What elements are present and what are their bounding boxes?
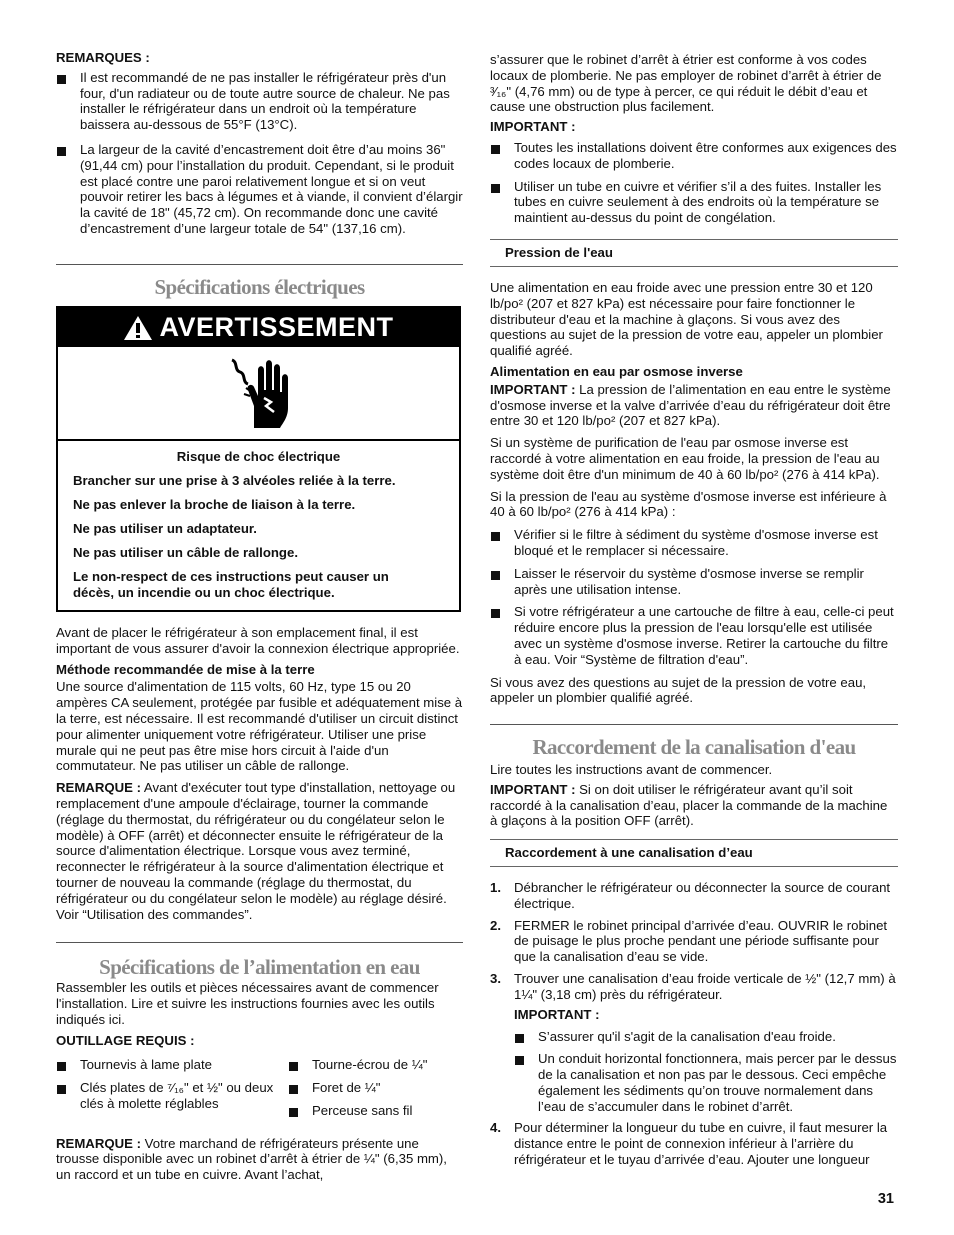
tools-list bbox=[56, 1057, 463, 1125]
bullet-square-icon bbox=[57, 75, 66, 84]
warning-header bbox=[58, 308, 459, 347]
bullet-square-icon bbox=[57, 147, 66, 156]
list-item: Tourne-écrou de ¼" bbox=[288, 1057, 463, 1073]
water-text: Rassembler les outils et pièces nécessaires avant de commencer l'installation. Lire et suivre les instructions fournies avec les outils indiqués ici. bbox=[56, 980, 439, 1027]
list-item: Il est recommandé de ne pas installer le réfrigérateur près d'un four, d'un radiateur ou de toute autre source de chaleur. Ne pas installer le réfrigérateur dans un endroit où la température baissera au-dessous de 55°F (13°C). bbox=[56, 70, 463, 133]
list-item: 2. FERMER le robinet principal d’arrivée d’eau. OUVRIR le robinet de puisage le plus proche pendant une période suffisante pour que la canalisation d’eau se vide. bbox=[490, 917, 888, 965]
bullet-square-icon bbox=[57, 1062, 66, 1071]
steps-list bbox=[490, 880, 898, 1168]
step3-important: IMPORTANT : bbox=[514, 1006, 600, 1022]
heading-elec: Spécifications électriques bbox=[154, 275, 365, 299]
pression-header bbox=[490, 239, 898, 267]
method-text: Une source d'alimentation de 115 volts, 60 Hz, type 15 ou 20 ampères CA seulement, protégée par fusible et adéquatement mise à la terre, est nécessaire. Il est recommandé d'utiliser un circuit distinct pour alimenter uniquement votre réfrigérateur. Utiliser une prise murale qui ne peut pas être mise hors circuit à l'aide d'un commutateur. Ne pas utiliser un câble de rallonge. bbox=[56, 679, 463, 774]
list-item: Utiliser un tube en cuivre et vérifier s’il a des fuites. Installer les tubes en cuivre seulement à des endroits où la température se maintient au-dessus du point de congélation. bbox=[490, 179, 898, 226]
racc-text: Lire toutes les instructions avant de commencer. bbox=[490, 762, 773, 777]
osmose-list bbox=[490, 527, 898, 667]
warning-line: Brancher sur une prise à 3 alvéoles reliée à la terre. bbox=[73, 473, 396, 489]
important-list bbox=[490, 140, 898, 226]
important-title: IMPORTANT : bbox=[490, 119, 576, 135]
page-number: 31 bbox=[877, 1191, 894, 1207]
warning-consequence: Le non-respect de ces instructions peut causer un décès, un incendie ou un choc électrique. bbox=[73, 569, 389, 601]
before-text: Avant de placer le réfrigérateur à son emplacement final, il est important de vous assurer d'avoir la connexion électrique appropriée. bbox=[56, 625, 460, 656]
osmose-end: Si vous avez des questions au sujet de la pression de votre eau, appeler un plombier qualifié agréé. bbox=[490, 674, 867, 706]
section-divider bbox=[56, 264, 463, 265]
warning-line: Ne pas utiliser un câble de rallonge. bbox=[73, 545, 298, 561]
racc-box-header bbox=[490, 839, 898, 867]
osmose-title: Alimentation en eau par osmose inverse bbox=[490, 363, 743, 379]
remarques-title: REMARQUES : bbox=[56, 50, 150, 65]
racc-important: IMPORTANT : Si on doit utiliser le réfrigérateur avant qu’il soit raccordé à la canalisation d’eau, placer la commande de la machine à glaçons à la position OFF (arrêt). bbox=[490, 781, 888, 829]
list-item: 3. Trouver une canalisation d’eau froide verticale de ½" (12,7 mm) à 1¼" (3,18 cm) près du réfrigérateur. IMPORTANT : S’assurer qu'il s'agit de la canalisation d'eau froide. Un conduit horizontal fonctionnera, mais percer par le dessus de la canalisation et non pas par le dessous. Ceci empêche également les sédiments qu’on trouve normalement dans l’eau de s’accumuler dans le robinet d’arrêt. bbox=[490, 970, 897, 1114]
bullet-square-icon bbox=[289, 1085, 298, 1094]
bullet-square-icon bbox=[289, 1108, 298, 1117]
list-item: Foret de ¼" bbox=[288, 1080, 463, 1096]
list-item: La largeur de la cavité d’encastrement doit être d’au moins 36" (91,44 cm) pour l’installation du produit. Cependant, si le produit est placé contre une paroi relativement longue et si on veut pouvoir retirer les bacs à légumes et à viande, il convient d’élargir la cavité de 18" (45,72 cm). On recommande donc une cavité d’encastrement d’une largeur totale de 54" (137,16 cm). bbox=[56, 142, 463, 237]
heading-water: Spécifications de l’alimentation en eau bbox=[99, 955, 420, 979]
warning-line: Ne pas utiliser un adaptateur. bbox=[73, 521, 257, 537]
left-column bbox=[56, 50, 463, 244]
bullet-square-icon bbox=[491, 184, 500, 193]
bullet-square-icon bbox=[515, 1034, 524, 1043]
osmose-important: IMPORTANT : La pression de l’alimentation en eau entre le système d'osmose inverse et la valve d’arrivée d’eau du réfrigérateur doit être entre 30 et 120 lb/po² (207 et 827 kPa). bbox=[490, 381, 891, 429]
warning-icon-area bbox=[58, 347, 459, 441]
warning-box bbox=[56, 306, 461, 612]
remarque2-paragraph: REMARQUE : Votre marchand de réfrigérateurs présente une trousse disponible avec un robinet d’arrêt à étrier de ¼" (6,35 mm), un raccord et un tube en cuivre. Avant l’achat, bbox=[56, 1135, 447, 1183]
heading-raccordement: Raccordement de la canalisation d'eau bbox=[532, 735, 856, 759]
list-item: Tournevis à lame plate bbox=[56, 1057, 288, 1073]
pression-title: Pression de l'eau bbox=[505, 245, 613, 260]
electric-shock-hand-icon bbox=[224, 354, 294, 432]
list-item: Laisser le réservoir du système d'osmose inverse se remplir après une utilisation intense. bbox=[490, 566, 898, 598]
list-item: Si votre réfrigérateur a une cartouche de filtre à eau, celle-ci peut réduire encore plus la pression de l'eau lorsqu'elle est utilisée avec un système d'osmose inverse. Retirer la cartouche du filtre à eau. Voir “Système de filtration d'eau”. bbox=[490, 604, 898, 667]
section-divider bbox=[490, 724, 898, 725]
step3-list bbox=[514, 1029, 898, 1114]
osmose-p3: Si la pression de l'eau au système d'osmose inverse est inférieure à 40 à 60 lb/po² (276 à 414 kPa) : bbox=[490, 488, 887, 520]
right-column bbox=[490, 52, 898, 233]
bullet-square-icon bbox=[289, 1062, 298, 1071]
right-column-steps bbox=[490, 880, 898, 1174]
warning-risk: Risque de choc électrique bbox=[176, 449, 341, 464]
pression-text: Une alimentation en eau froide avec une pression entre 30 et 120 lb/po² (207 et 827 kPa) est nécessaire pour faire fonctionner le distributeur d'eau et la machine à glaçons. Si vous avez des questions au sujet de la pression de votre eau, appeler un plombier qualifié agréé. bbox=[490, 280, 883, 359]
list-item: Clés plates de ⁷⁄₁₆" et ½" ou deux clés à molette réglables bbox=[56, 1080, 288, 1112]
left-column-bottom bbox=[56, 980, 463, 1189]
bullet-square-icon bbox=[515, 1056, 524, 1065]
list-item: 4. Pour déterminer la longueur du tube en cuivre, il faut mesurer la distance entre le point de connexion inférieur à l’arrière du réfrigérateur et le tuyau d’arrivée d’eau. Ajouter une longueur bbox=[490, 1120, 888, 1167]
list-item: 1. Débrancher le réfrigérateur ou déconnecter la source de courant électrique. bbox=[490, 880, 891, 911]
section-divider bbox=[56, 942, 463, 943]
list-item: Perceuse sans fil bbox=[288, 1103, 463, 1119]
bullet-square-icon bbox=[491, 145, 500, 154]
list-item: Vérifier si le filtre à sédiment du système d'osmose inverse est bloqué et le remplacer si nécessaire. bbox=[490, 527, 898, 559]
bullet-square-icon bbox=[57, 1085, 66, 1094]
method-title: Méthode recommandée de mise à la terre bbox=[56, 661, 315, 677]
bullet-square-icon bbox=[491, 532, 500, 541]
warning-text bbox=[58, 441, 459, 601]
racc-box-title: Raccordement à une canalisation d’eau bbox=[505, 845, 753, 860]
list-item: Toutes les installations doivent être conformes aux exigences des codes locaux de plomberie. bbox=[490, 140, 898, 172]
list-item: S’assurer qu'il s'agit de la canalisation d'eau froide. bbox=[514, 1029, 898, 1045]
warning-line: Ne pas enlever la broche de liaison à la terre. bbox=[73, 497, 356, 513]
bullet-square-icon bbox=[491, 571, 500, 580]
right-column-mid bbox=[490, 280, 898, 712]
continued-text: s’assurer que le robinet d’arrêt à étrier est conforme à vos codes locaux de plomberie. Ne pas employer de robinet d’arrêt à étrier de ³⁄₁₆" (4,76 mm) ou de type à percer, ce qui réduit le débit d’eau et cause une obstruction plus facilement. bbox=[490, 52, 882, 115]
right-column-racc bbox=[490, 762, 898, 835]
left-column-lower bbox=[56, 625, 463, 928]
tools-title: OUTILLAGE REQUIS : bbox=[56, 1033, 195, 1049]
osmose-p2: Si un système de purification de l'eau par osmose inverse est raccordé à votre alimentation en eau froide, la pression de l'eau au système doit être d'un minimum de 40 à 60 lb/po² (276 à 414 kPa). bbox=[490, 435, 880, 482]
warning-title: AVERTISSEMENT bbox=[159, 311, 394, 342]
remarques-list bbox=[56, 70, 463, 237]
remarque-paragraph: REMARQUE : Avant d'exécuter tout type d'installation, nettoyage ou remplacement d'une ampoule d'éclairage, tourner la commande (réglage du thermostat, du réfrigérateur ou du congélateur selon le modèle) à OFF (arrêt) et déconnecter ensuite le réfrigérateur de la source d'alimentation électrique. Lorsque vous avez terminé, reconnecter le réfrigérateur à la source d'alimentation électrique et tourner de nouveau la commande (réglage du thermostat, du réfrigérateur ou du congélateur selon le modèle) au réglage désiré. Voir “Utilisation des commandes”. bbox=[56, 780, 456, 922]
bullet-square-icon bbox=[491, 609, 500, 618]
list-item: Un conduit horizontal fonctionnera, mais percer par le dessus de la canalisation et non pas par le dessous. Ceci empêche également les sédiments qu’on trouve normalement dans l’eau de s’accumuler dans le robinet d’arrêt. bbox=[514, 1051, 898, 1114]
warning-triangle-icon bbox=[123, 315, 153, 341]
